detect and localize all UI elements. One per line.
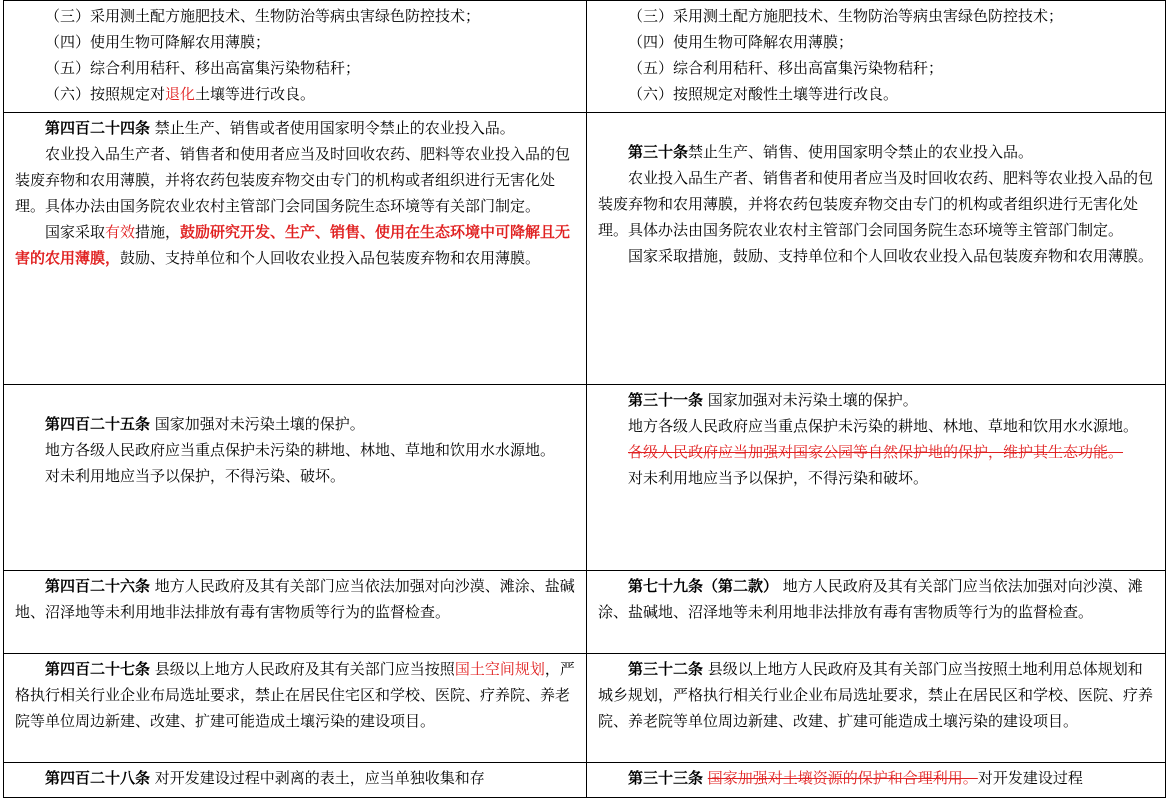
text-span: 鼓励、支持单位和个人回收农业投入品包装废弃物和农用薄膜。 [120,249,541,267]
article-paragraph [598,765,1157,791]
article-paragraph: 地方各级人民政府应当重点保护未污染的耕地、林地、草地和饮用水水源地。 [628,417,1139,435]
article-paragraph [15,219,578,271]
clause-line [15,81,578,107]
added-text: 鼓励研究开发、生产、销售、使用在生态环境中可降解且无害的农用薄膜， [15,223,571,267]
text-span: 对开发建设过程 [977,769,1083,787]
article-paragraph [598,387,1157,413]
article-paragraph: 国家采取措施，鼓励、支持单位和个人回收农业投入品包装废弃物和农用薄膜。 [628,247,1154,265]
article-title: 第三十条 [628,143,689,161]
article-title: 第七十九条（第二款） [628,577,779,595]
article-paragraph: 农业投入品生产者、销售者和使用者应当及时回收农药、肥料等农业投入品的包装废弃物和农用薄膜，并将农药包装废弃物交由专门的机构或者组织进行无害化处理。具体办法由国务院农业农村主管部门会同国务院生态环境等主管部门制定。 [598,169,1154,239]
article-title: 第三十二条 [628,660,704,678]
clause-line: （三）采用测土配方施肥技术、生物防治等病虫害绿色防控技术； [45,7,481,25]
right-cell [587,113,1166,385]
article-paragraph [598,139,1157,165]
article-paragraph [15,573,578,625]
right-cell [587,763,1166,798]
text-span: 国家加强对未污染土壤的保护。 [154,415,365,433]
text-span: 县级以上地方人民政府及其有关部门应当按照 [154,660,455,678]
text-span: 地方人民政府及其有关部门应当依法加强对向沙漠、滩涂、盐碱地、沼泽地等未利用地非法排放有毒有害物质等行为的监督检查。 [15,577,575,621]
article-paragraph [15,115,578,141]
table-row [4,654,1166,763]
article-paragraph: 对未利用地应当予以保护，不得污染、破坏。 [45,467,346,485]
text-span: （六）按照规定对 [45,85,166,103]
clause-line: （六）按照规定对酸性土壤等进行改良。 [628,85,899,103]
table-row [4,385,1166,571]
left-cell [4,571,587,654]
clause-line: （四）使用生物可降解农用薄膜； [628,33,854,51]
left-cell [4,654,587,763]
right-cell [587,571,1166,654]
table-row [4,1,1166,113]
clause-line: （四）使用生物可降解农用薄膜； [45,33,271,51]
changed-text: 国土空间规划 [454,660,545,678]
table-row [4,763,1166,798]
article-paragraph [15,411,578,437]
text-span: ，严格执行相关行业企业布局选址要求，禁止在居民住宅区和学校、医院、疗养院、养老院等单位周边新建、改建、扩建可能造成土壤污染的建设项目。 [15,660,575,730]
text-span: 国家加强对未污染土壤的保护。 [707,391,918,409]
text-span: 国家采取 [45,223,106,241]
right-cell [587,654,1166,763]
article-paragraph: 地方各级人民政府应当重点保护未污染的耕地、林地、草地和饮用水水源地。 [45,441,556,459]
text-span: 地方人民政府及其有关部门应当依法加强对向沙漠、滩涂、盐碱地、沼泽地等未利用地非法排放有毒有害物质等行为的监督检查。 [598,577,1143,621]
text-span: 措施， [135,223,181,241]
article-title: 第四百二十八条 [45,769,151,787]
article-paragraph: 对未利用地应当予以保护，不得污染和破坏。 [628,469,929,487]
article-title: 第四百二十七条 [45,660,151,678]
article-paragraph: 农业投入品生产者、销售者和使用者应当及时回收农药、肥料等农业投入品的包装废弃物和农用薄膜，并将农药包装废弃物交由专门的机构或者组织进行无害化处理。具体办法由国务院农业农村主管部门会同国务院生态环境等有关部门制定。 [15,145,571,215]
left-cell [4,1,587,113]
changed-text: 有效 [105,223,136,241]
right-cell [587,385,1166,571]
article-title: 第三十一条 [628,391,704,409]
article-paragraph [15,765,578,791]
text-span: 土壤等进行改良。 [195,85,316,103]
left-cell [4,385,587,571]
clause-line: （五）综合利用秸秆、移出高富集污染物秸秆； [45,59,361,77]
right-cell [587,1,1166,113]
article-paragraph [598,573,1157,625]
table-row [4,113,1166,385]
text-span: 禁止生产、销售、使用国家明令禁止的农业投入品。 [688,143,1034,161]
deleted-text: 国家加强对土壤资源的保护和合理利用。 [707,769,978,787]
article-title: 第四百二十四条 [45,119,151,137]
table-row [4,571,1166,654]
changed-text: 退化 [165,85,196,103]
left-cell [4,113,587,385]
deleted-text: 各级人民政府应当加强对国家公园等自然保护地的保护，维护其生态功能。 [628,443,1124,461]
article-paragraph [598,656,1157,734]
left-cell [4,763,587,798]
article-title: 第四百二十六条 [45,577,151,595]
article-title: 第三十三条 [628,769,704,787]
clause-line: （三）采用测土配方施肥技术、生物防治等病虫害绿色防控技术； [628,7,1064,25]
text-span: 县级以上地方人民政府及其有关部门应当按照土地利用总体规划和城乡规划，严格执行相关行业企业布局选址要求，禁止在居民区和学校、医院、疗养院、养老院等单位周边新建、改建、扩建可能造成土壤污染的建设项目。 [598,660,1154,730]
comparison-table [3,0,1166,798]
article-paragraph [15,656,578,734]
clause-line: （五）综合利用秸秆、移出高富集污染物秸秆； [628,59,944,77]
text-span: 禁止生产、销售或者使用国家明令禁止的农业投入品。 [154,119,515,137]
article-title: 第四百二十五条 [45,415,151,433]
text-span: 对开发建设过程中剥离的表土，应当单独收集和存 [154,769,485,787]
